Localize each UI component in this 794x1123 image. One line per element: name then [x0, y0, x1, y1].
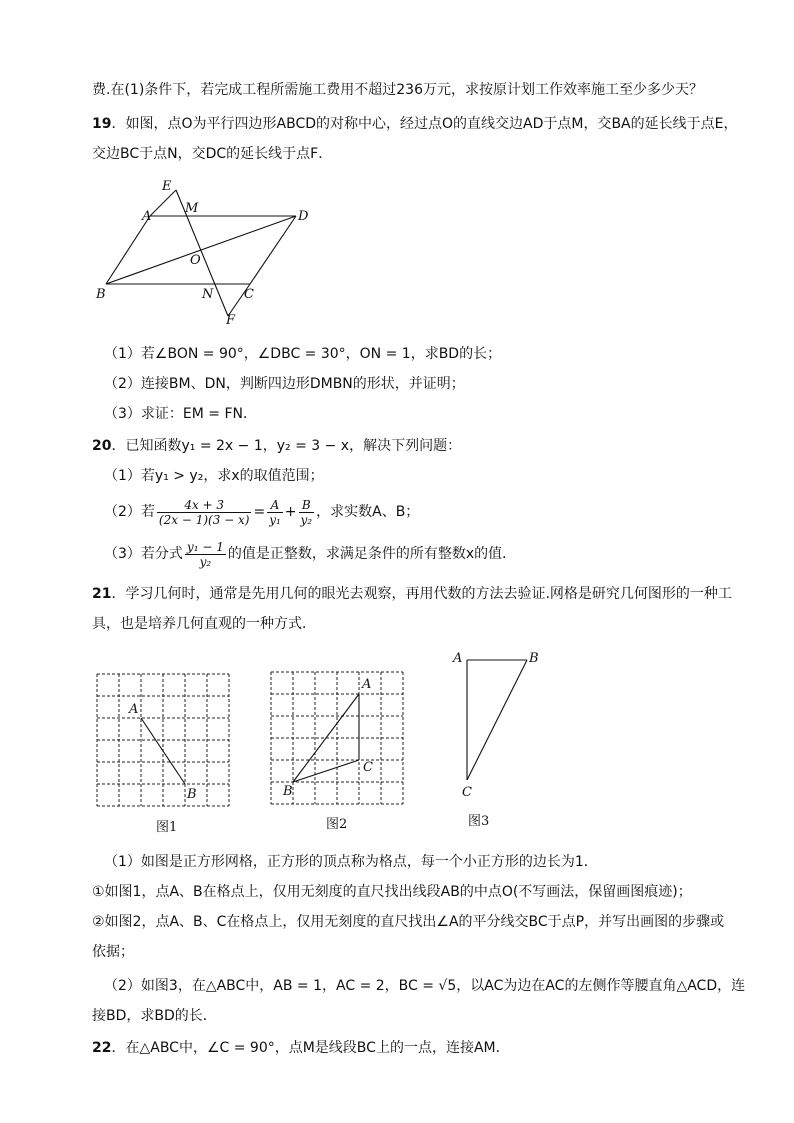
- fig3-label-B: B: [529, 651, 539, 666]
- q21-part2-line1: （2）如图3，在△ABC中，AB = 1，AC = 2，BC = √5，以AC为边在AC的左侧作等腰直角△ACD，连: [104, 978, 746, 994]
- q20-part3-pre: （3）若分式: [104, 546, 183, 562]
- q21-part2-line2: 接BD，求BD的长．: [92, 1008, 217, 1024]
- fig19-label-F: F: [226, 313, 236, 328]
- q21-part1b-line2: 依据；: [92, 944, 134, 960]
- q19-part3: （3）求证：EM = FN．: [104, 406, 257, 422]
- q21-text-line1: [92, 584, 732, 604]
- previous-question-tail: 费.在(1)条件下，若完成工程所需施工费用不超过236万元，求按原计划工作效率施工至少多少天？: [92, 82, 704, 98]
- q20-fraction-a: $\frac{A}{\text{y₁}}$: [269, 497, 281, 527]
- fig1-caption: 图1: [156, 820, 178, 835]
- q20-part2: [104, 494, 419, 530]
- q20-number: 20: [92, 438, 112, 454]
- q20-part1: （1）若y₁ > y₂，求x的取值范围；: [104, 468, 324, 484]
- q21-figure2-grid: [266, 666, 410, 836]
- fig1-label-A: A: [129, 702, 139, 717]
- q19-text-a: ．如图，点O为平行四边形ABCD的对称中心，经过点O的直线交边AD于点M，交BA的延长线于点E，: [111, 116, 738, 132]
- q19-part1: （1）若∠BON = 90°，∠DBC = 30°，ON = 1，求BD的长；: [104, 346, 502, 362]
- fig19-label-D: D: [298, 209, 309, 224]
- q21-text-a: ．学习几何时，通常是先用几何的眼光去观察，再用代数的方法去验证.网格是研究几何图形的一种工: [111, 586, 732, 602]
- fig19-label-E: E: [162, 179, 172, 194]
- fig2-label-A: A: [362, 677, 372, 692]
- q22-text-body: ．在△ABC中，∠C = 90°，点M是线段BC上的一点，连接AM．: [111, 1040, 510, 1056]
- q21-part1: （1）如图是正方形网格，正方形的顶点称为格点，每一个小正方形的边长为1．: [104, 854, 598, 870]
- q21-text-line2: 具，也是培养几何直观的一种方式．: [92, 616, 316, 632]
- fig19-label-O: O: [190, 253, 201, 268]
- q21-figure3-triangle: [448, 644, 558, 834]
- q20-text: [92, 436, 461, 456]
- q19-number: 19: [92, 116, 112, 132]
- q21-part1a: ①如图1，点A、B在格点上，仅用无刻度的直尺找出线段AB的中点O(不写画法，保留画图痕迹)；: [92, 884, 692, 900]
- q20-fraction-main: $\frac{4x + 3}{(2x - 1)(3 - x)}$: [158, 497, 250, 527]
- q21-number: 21: [92, 586, 112, 602]
- fig19-label-A: A: [142, 209, 152, 224]
- fig3-label-A: A: [453, 651, 463, 666]
- q21-part1b-line1: ②如图2，点A、B、C在格点上，仅用无刻度的直尺找出∠A的平分线交BC于点P，并写出画图的步骤或: [92, 914, 725, 930]
- q20-plus: +: [284, 504, 297, 520]
- q20-equals: =: [253, 504, 266, 520]
- fig3-caption: 图3: [468, 814, 490, 829]
- q19-parallelogram-figure: [90, 176, 320, 328]
- fig2-label-B: B: [283, 784, 293, 799]
- q22-text: [92, 1038, 510, 1058]
- fig2-label-C: C: [363, 760, 373, 775]
- fig19-label-M: M: [185, 201, 199, 216]
- fig3-label-C: C: [462, 785, 472, 800]
- q20-fraction-c: $\frac{\text{y₁ − 1}}{\text{y₂}}$: [186, 539, 224, 569]
- fig19-label-C: C: [244, 287, 254, 302]
- q20-part2-pre: （2）若: [104, 504, 155, 520]
- q20-part2-post: ，求实数A、B；: [316, 504, 420, 520]
- q19-part2: （2）连接BM、DN，判断四边形DMBN的形状，并证明；: [104, 376, 465, 392]
- fig19-label-N: N: [202, 287, 214, 302]
- q21-figure1-grid: [92, 668, 236, 838]
- fig2-caption: 图2: [326, 817, 348, 832]
- q19-text-line1: [92, 114, 737, 134]
- q20-fraction-b: $\frac{B}{\text{y₂}}$: [300, 497, 313, 527]
- q20-part3-post: 的值是正整数，求满足条件的所有整数x的值．: [227, 546, 517, 562]
- q20-part3: [104, 536, 516, 572]
- q20-text-body: ．已知函数y₁ = 2x − 1，y₂ = 3 − x，解决下列问题：: [111, 438, 462, 454]
- fig1-label-B: B: [187, 787, 197, 802]
- q22-number: 22: [92, 1040, 112, 1056]
- q19-text-line2: 交边BC于点N，交DC的延长线于点F．: [92, 146, 333, 162]
- fig19-label-B: B: [96, 287, 106, 302]
